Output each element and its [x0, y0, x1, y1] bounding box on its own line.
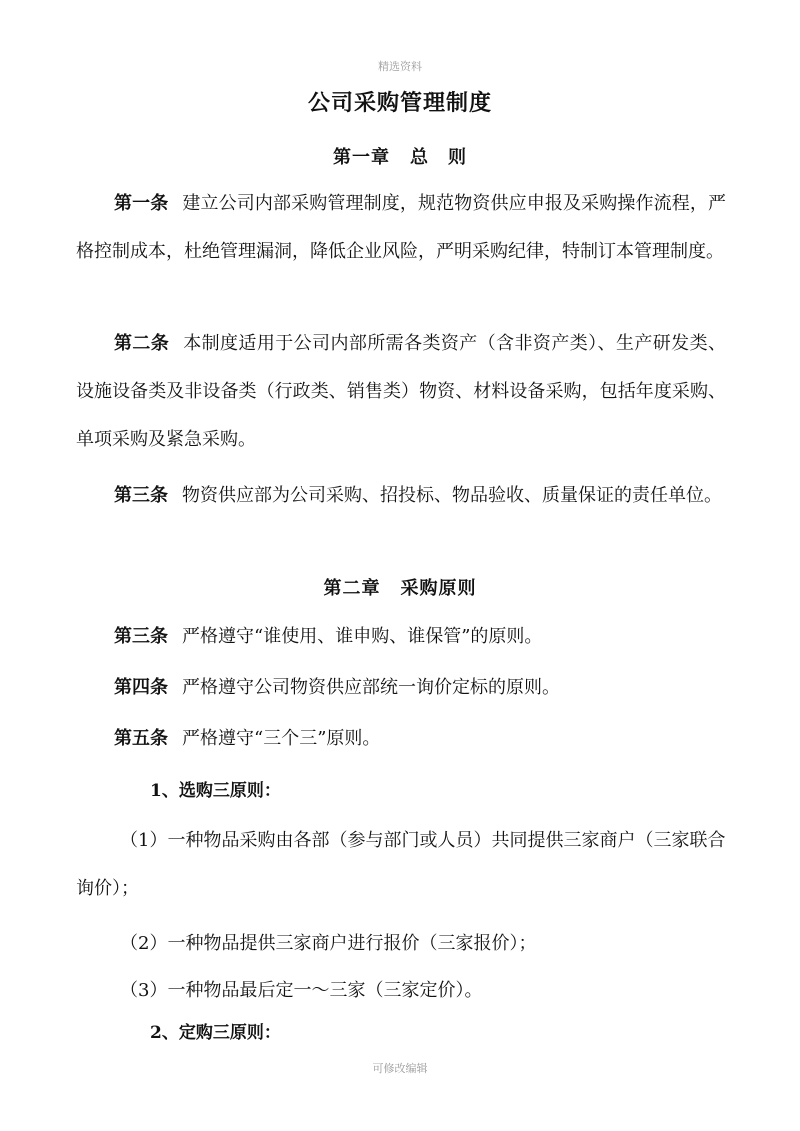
- article-3: [76, 472, 726, 520]
- article-ch2-3-label: 第五条: [114, 728, 168, 749]
- chapter-1-name: 总 则: [410, 147, 467, 168]
- article-2-text: 本制度适用于公司内部所需各类资产（含非资产类）、生产研发类、设施设备类及非设备类（行政类、销售类）物资、材料设备采购，包括年度采购、单项采购及紧急采购。: [76, 333, 726, 450]
- article-ch2-1-text: 严格遵守“谁使用、谁申购、谁保管”的原则。: [182, 626, 543, 647]
- chapter-2-number: 第二章: [323, 578, 381, 599]
- article-ch2-2-text: 严格遵守公司物资供应部统一询价定标的原则。: [182, 677, 560, 698]
- article-ch2-2-label: 第四条: [114, 677, 168, 698]
- article-1-label: 第一条: [114, 193, 169, 214]
- article-ch2-1-label: 第三条: [114, 626, 168, 647]
- chapter-1-number: 第一章: [333, 147, 390, 168]
- document-title: 公司采购管理制度: [307, 90, 492, 116]
- article-1-text: 建立公司内部采购管理制度，规范物资供应申报及采购操作流程，严格控制成本，杜绝管理漏洞，降低企业风险，严明采购纪律，特制订本管理制度。: [76, 193, 726, 262]
- footer-note: 可修改编辑: [372, 1062, 428, 1075]
- article-3-text: 物资供应部为公司采购、招投标、物品验收、质量保证的责任单位。: [182, 485, 722, 506]
- article-ch2-1: [76, 613, 726, 661]
- article-ch2-3: [76, 715, 726, 763]
- section-2-title: 2、定购三原则：: [150, 1023, 281, 1043]
- article-3-label: 第三条: [114, 485, 168, 506]
- section-1-title: 1、选购三原则：: [150, 781, 281, 801]
- article-ch2-3-text: 严格遵守“三个三”原则。: [182, 728, 381, 749]
- article-ch2-2: [76, 664, 726, 712]
- section-1-item-3: （3）一种物品最后定一～三家（三家定价）。: [120, 980, 483, 1001]
- section-1-item-1: （1）一种物品采购由各部（参与部门或人员）共同提供三家商户（三家联合询价）；: [76, 830, 726, 899]
- header-note: 精选资料: [378, 60, 422, 73]
- article-2-label: 第二条: [114, 333, 170, 354]
- chapter-2-heading: [0, 574, 800, 600]
- article-2: [76, 320, 726, 464]
- chapter-2-name: 采购原则: [400, 578, 477, 599]
- article-1: [76, 180, 726, 276]
- section-1-item-2: （2）一种物品提供三家商户进行报价（三家报价）；: [120, 933, 537, 954]
- chapter-1-heading: [0, 143, 800, 169]
